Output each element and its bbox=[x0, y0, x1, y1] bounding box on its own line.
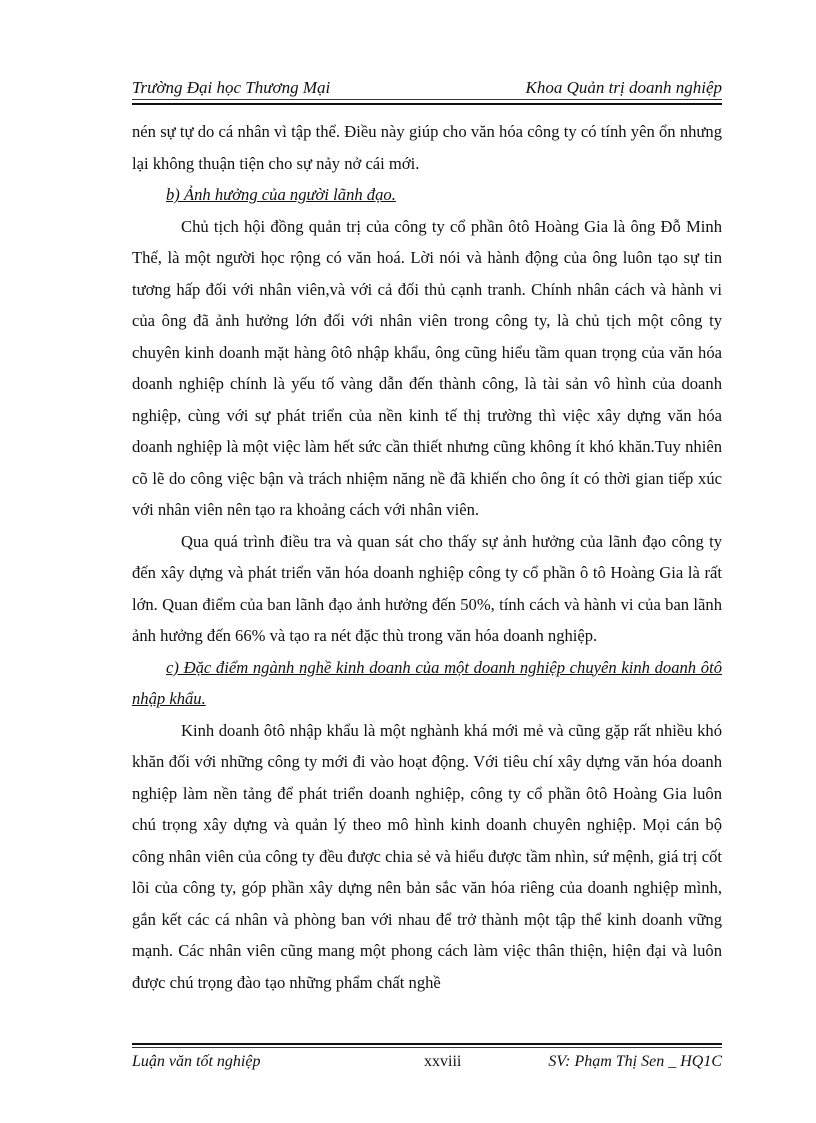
footer-divider-thick bbox=[132, 1043, 722, 1045]
page-number: xxviii bbox=[424, 1053, 462, 1070]
header-faculty: Khoa Quản trị doanh nghiệp bbox=[525, 78, 722, 97]
header-divider-thick bbox=[132, 103, 722, 105]
header-divider-thin bbox=[132, 99, 722, 100]
footer-thesis-label: Luận văn tốt nghiệp bbox=[132, 1053, 261, 1070]
section-heading-b: b) Ảnh hưởng của người lãnh đạo. bbox=[166, 185, 396, 204]
section-heading-c: c) Đặc điểm ngành nghề kinh doanh của một doanh nghiệp chuyên kinh doanh ôtô nhập khẩu. bbox=[132, 657, 722, 708]
page-header bbox=[132, 72, 722, 102]
page-footer bbox=[132, 1053, 722, 1079]
footer-divider-thin bbox=[132, 1047, 722, 1048]
paragraph-leader: Chủ tịch hội đồng quản trị của công ty cổ phần ôtô Hoàng Gia là ông Đỗ Minh Thế, là một người học rộng có văn hoá. Lời nói và hành động của ông luôn tạo sự tin tương hấp đối với nhân viên,và với cả đối thủ cạnh tranh. Chính nhân cách và hành vi của ông đã ảnh hưởng lớn đối với nhân viên trong công ty, là chủ tịch một công ty chuyên kinh doanh mặt hàng ôtô nhập khẩu, ông cũng hiểu tầm quan trọng của văn hóa doanh nghiệp chính là yếu tố vàng dẫn đến thành công, là tài sản vô hình của doanh nghiệp, cùng với sự phát triển của nền kinh tế thị trường thì việc xây dựng văn hóa doanh nghiệp là một việc làm hết sức cần thiết nhưng cũng không ít khó khăn.Tuy nhiên cõ lẽ do công việc bận và trách nhiệm năng nề đã khiến cho ông ít có thời gian tiếp xúc với nhân viên nên tạo ra khoảng cách với nhân viên. bbox=[132, 216, 722, 519]
paragraph-industry: Kinh doanh ôtô nhập khẩu là một nghành khá mới mẻ và cũng gặp rất nhiều khó khăn đối với những công ty mới đi vào hoạt động. Với tiêu chí xây dựng văn hóa doanh nghiệp làm nền tảng để phát triển doanh nghiệp, công ty cổ phần ôtô Hoàng Gia luôn chú trọng xây dựng và quản lý theo mô hình kinh doanh chuyên nghiệp. Mọi cán bộ công nhân viên của công ty đều được chia sẻ và hiểu được tầm nhìn, sứ mệnh, giá trị cốt lõi của công ty, góp phần xây dựng nên bản sắc văn hóa riêng của doanh nghiệp mình, gắn kết các cá nhân và phòng ban với nhau để trở thành một tập thể kinh doanh vững mạnh. Các nhân viên cũng mang một phong cách làm việc thân thiện, hiện đại và luôn được chú trọng đào tạo những phẩm chất nghề bbox=[132, 720, 722, 992]
paragraph-continuation: nén sự tự do cá nhân vì tập thể. Điều này giúp cho văn hóa công ty có tính yên ổn nhưng lại không thuận tiện cho sự nảy nở cái mới. bbox=[132, 122, 722, 173]
page-body bbox=[132, 116, 722, 998]
header-university: Trường Đại học Thương Mại bbox=[132, 78, 331, 97]
footer-student: SV: Phạm Thị Sen _ HQ1C bbox=[548, 1053, 722, 1070]
paragraph-survey: Qua quá trình điều tra và quan sát cho thấy sự ảnh hưởng của lãnh đạo công ty đến xây dựng và phát triển văn hóa doanh nghiệp công ty cổ phần ô tô Hoàng Gia là rất lớn. Quan điểm của ban lãnh đạo ảnh hưởng đến 50%, tính cách và hành vi của ban lãnh ảnh hưởng đến 66% và tạo ra nét đặc thù trong văn hóa doanh nghiệp. bbox=[132, 531, 722, 645]
